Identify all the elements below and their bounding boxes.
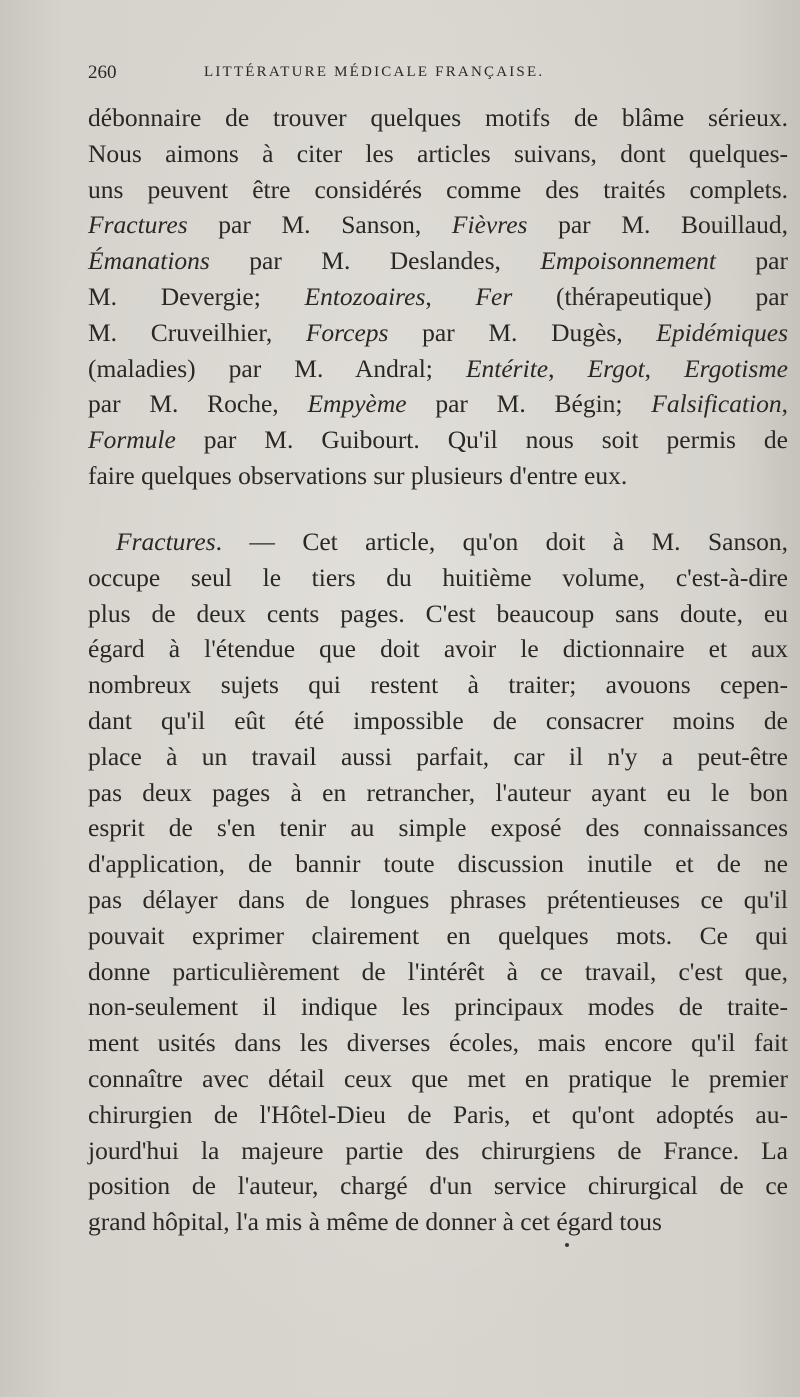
text-run: par M. Dugès, xyxy=(388,317,657,347)
text-run: M. Cruveilhier, xyxy=(88,317,306,347)
text-run: par M. Deslandes, xyxy=(209,246,541,276)
text-line xyxy=(88,810,788,846)
text-run: faire quelques observations sur plusieurs d'entre eux. xyxy=(88,460,628,490)
italic-term: Empoisonnement xyxy=(540,246,716,276)
text-run: par M. Bouillaud, xyxy=(527,210,788,240)
text-line xyxy=(88,351,788,387)
text-line xyxy=(88,172,788,208)
text-run: par M. Bégin; xyxy=(406,389,652,419)
italic-term: Epidémiques xyxy=(656,317,788,347)
italic-term: Forceps xyxy=(305,317,389,347)
text-run: Nous aimons à citer les articles suivans, dont quelques- xyxy=(88,138,788,168)
text-line xyxy=(88,846,788,882)
text-line xyxy=(88,386,788,422)
text-run: M. Devergie; xyxy=(88,281,305,311)
italic-term: Ergotisme xyxy=(684,353,788,383)
text-line xyxy=(88,703,788,739)
text-run: place à un travail aussi parfait, car il n'y a peut-être xyxy=(88,741,788,771)
text-run: d'application, de bannir toute discussion inutile et de ne xyxy=(88,849,788,879)
text-line xyxy=(88,100,788,136)
text-run: pas deux pages à en retrancher, l'auteur ayant eu le bon xyxy=(88,777,788,807)
italic-term: Falsification xyxy=(651,389,782,419)
text-run: plus de deux cents pages. C'est beaucoup sans doute, eu xyxy=(88,598,788,628)
page-number: 260 xyxy=(88,62,117,83)
italic-term: Entozoaires xyxy=(304,281,426,311)
paper-speck xyxy=(565,1243,569,1247)
text-run: jourd'hui la majeure partie des chirurgiens de France. La xyxy=(88,1135,788,1165)
text-run: par M. Roche, xyxy=(88,389,308,419)
text-run: débonnaire de trouver quelques motifs de blâme sérieux. xyxy=(88,103,788,132)
text-run: non-seulement il indique les principaux modes de traite- xyxy=(88,992,788,1022)
italic-term: Formule xyxy=(88,425,176,455)
text-line xyxy=(88,882,788,918)
text-run: donne particulièrement de l'intérêt à ce travail, c'est que, xyxy=(88,956,788,986)
text-line xyxy=(88,422,788,458)
text-line xyxy=(88,136,788,172)
text-run: nombreux sujets qui restent à traiter; avouons cepen- xyxy=(88,670,788,700)
italic-term: Fractures xyxy=(116,527,216,556)
text-run: (thérapeutique) par xyxy=(512,281,789,311)
text-line xyxy=(88,775,788,811)
text-line xyxy=(88,596,788,632)
text-line xyxy=(88,1061,788,1097)
text-run: pouvait exprimer clairement en quelques mots. Ce qui xyxy=(88,920,788,950)
text-run: pas délayer dans de longues phrases prétentieuses ce qu'il xyxy=(88,884,788,914)
text-line xyxy=(88,315,788,351)
text-run: par M. Sanson, xyxy=(187,210,452,240)
text-run: par xyxy=(716,246,788,276)
italic-term: Fractures xyxy=(88,210,188,240)
running-head xyxy=(88,62,788,86)
text-line xyxy=(88,1168,788,1204)
text-run: , xyxy=(781,389,788,419)
text-line xyxy=(88,1025,788,1061)
text-run: . — Cet article, qu'on doit à M. Sanson, xyxy=(215,527,788,556)
italic-term: Entérite xyxy=(465,353,549,383)
italic-term: Empyème xyxy=(307,389,407,419)
italic-term: Ergot xyxy=(587,353,645,383)
text-line xyxy=(88,279,788,315)
text-run: esprit de s'en tenir au simple exposé des connaissances xyxy=(88,813,788,843)
text-run: , xyxy=(548,353,588,383)
text-run: , xyxy=(644,353,685,383)
text-line xyxy=(88,1133,788,1169)
text-line xyxy=(88,243,788,279)
text-run: égard à l'étendue que doit avoir le dictionnaire et aux xyxy=(88,634,788,664)
text-run: occupe seul le tiers du huitième volume, c'est-à-dire xyxy=(88,562,788,592)
text-line xyxy=(88,954,788,990)
text-run: , xyxy=(425,281,476,311)
italic-term: Fièvres xyxy=(451,210,528,240)
text-line xyxy=(88,1097,788,1133)
text-line xyxy=(88,524,788,560)
text-line xyxy=(88,989,788,1025)
text-line xyxy=(88,631,788,667)
text-run: par M. Guibourt. Qu'il nous soit permis de xyxy=(175,425,788,455)
paragraph-articles-list xyxy=(88,100,788,494)
text-run: grand hôpital, l'a mis à même de donner à cet égard tous xyxy=(88,1207,662,1237)
text-line xyxy=(88,207,788,243)
text-run: (maladies) par M. Andral; xyxy=(88,353,466,383)
text-run: position de l'auteur, chargé d'un service chirurgical de ce xyxy=(88,1171,788,1201)
text-line xyxy=(88,667,788,703)
text-run: chirurgien de l'Hôtel-Dieu de Paris, et qu'ont adoptés au- xyxy=(88,1099,788,1129)
italic-term: Émanations xyxy=(88,246,210,276)
italic-term: Fer xyxy=(475,281,513,311)
text-line xyxy=(88,560,788,596)
text-run: ment usités dans les diverses écoles, mais encore qu'il fait xyxy=(88,1028,788,1058)
text-line xyxy=(88,739,788,775)
running-title: LITTÉRATURE MÉDICALE FRANÇAISE. xyxy=(204,64,545,80)
text-line xyxy=(88,458,788,494)
text-run: dant qu'il eût été impossible de consacrer moins de xyxy=(88,705,788,735)
text-run: connaître avec détail ceux que met en pratique le premier xyxy=(88,1063,788,1093)
text-line xyxy=(88,918,788,954)
text-line xyxy=(88,1204,788,1240)
text-run: uns peuvent être considérés comme des traités complets. xyxy=(88,174,788,204)
paragraph-fractures xyxy=(88,524,788,1240)
